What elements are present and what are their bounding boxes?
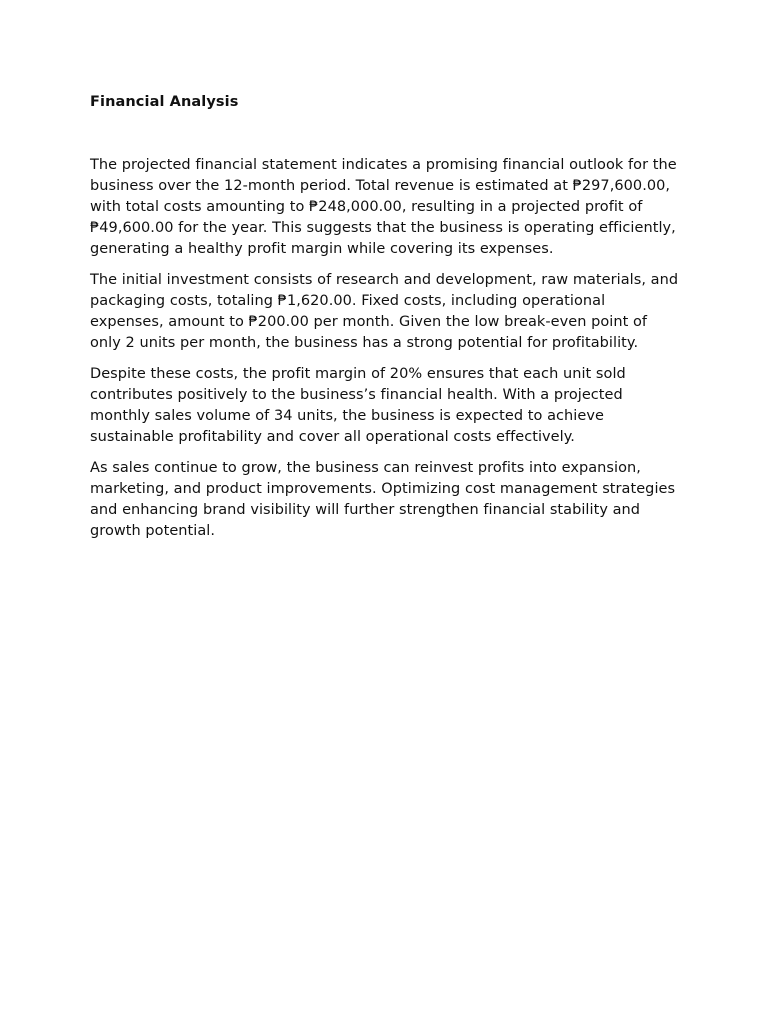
document-title: Financial Analysis <box>90 94 239 110</box>
paragraph-financial-outlook: The projected financial statement indicates a promising financial outlook for the business over the 12-month period. Total revenue is estimated at ₱297,600.00, with total costs amounting to ₱248,000.00, resulting in a projected profit of ₱49,600.00 for the year. This suggests that the business is operating efficiently, generating a healthy profit margin while covering its expenses. <box>90 157 677 257</box>
paragraph-investment-costs: The initial investment consists of research and development, raw materials, and packaging costs, totaling ₱1,620.00. Fixed costs, including operational expenses, amount to ₱200.00 per month. Given the low break-even point of only 2 units per month, the business has a strong potential for profitability. <box>90 272 679 351</box>
paragraph-profit-margin: Despite these costs, the profit margin of 20% ensures that each unit sold contributes positively to the business’s financial health. With a projected monthly sales volume of 34 units, the business is expected to achieve sustainable profitability and cover all operational costs effectively. <box>90 366 626 445</box>
document-content <box>90 92 680 552</box>
paragraph-growth-potential: As sales continue to grow, the business can reinvest profits into expansion, marketing, and product improvements. Optimizing cost management strategies and enhancing brand visibility will further strengthen financial stability and growth potential. <box>90 460 676 539</box>
document-body <box>90 155 680 542</box>
